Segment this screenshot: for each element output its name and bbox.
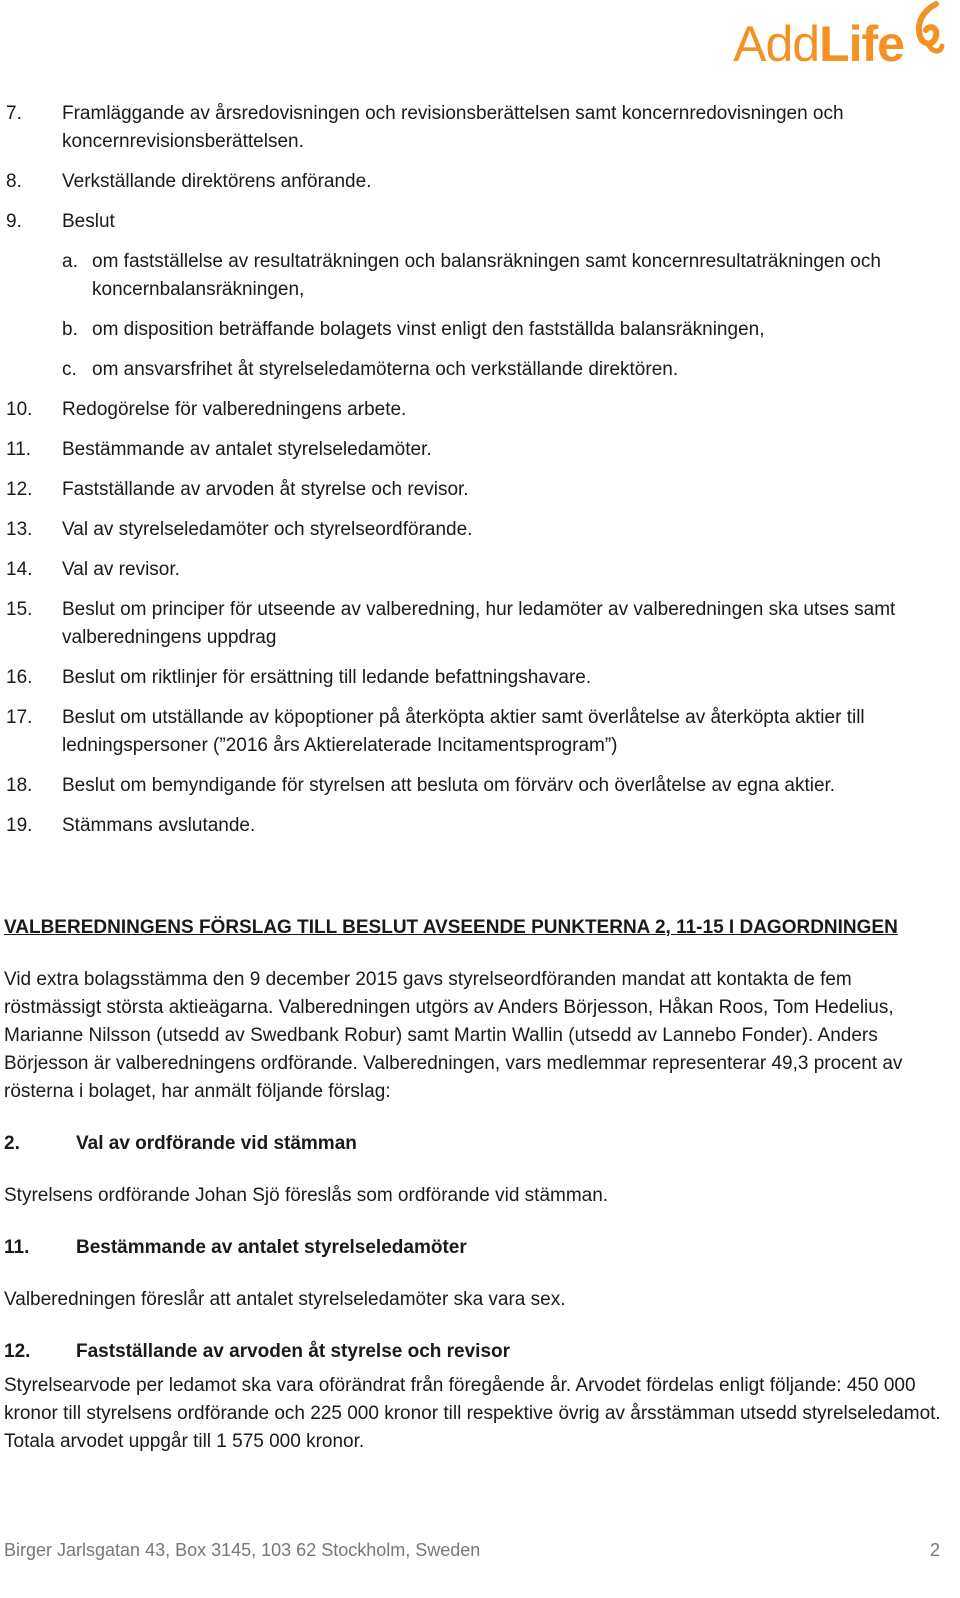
proposal-heading: VALBEREDNINGENS FÖRSLAG TILL BESLUT AVSEENDE PUNKTERNA 2, 11-15 I DAGORDNINGEN [4, 917, 898, 938]
agenda-text: om disposition beträffande bolagets vinst enligt den fastställda balansräkningen, [92, 319, 765, 340]
agenda-text: Redogörelse för valberedningens arbete. [62, 399, 407, 420]
agenda-text: om ansvarsfrihet åt styrelseledamöterna och verkställande direktören. [92, 359, 679, 380]
agenda-list [6, 100, 946, 852]
page-footer [4, 1540, 940, 1561]
agenda-number: 13. [6, 519, 33, 540]
section-number: 12. [4, 1341, 31, 1362]
agenda-number: 10. [6, 399, 33, 420]
logo-wordmark [733, 16, 904, 72]
agenda-text: Beslut om riktlinjer för ersättning till ledande befattningshavare. [62, 667, 592, 688]
agenda-text: Val av revisor. [62, 559, 180, 580]
section-2-text: Styrelsens ordförande Johan Sjö föreslås som ordförande vid stämman. [4, 1185, 609, 1206]
section-number: 2. [4, 1133, 20, 1154]
page-number: 2 [929, 1540, 940, 1560]
agenda-item-7 [6, 100, 946, 156]
agenda-number: 14. [6, 559, 33, 580]
section-number: 11. [4, 1237, 30, 1258]
agenda-number: 17. [6, 707, 33, 728]
agenda-text: om fastställelse av resultaträkningen och balansräkningen samt koncernresultaträkningen och koncernbalansräkningen, [92, 251, 881, 300]
agenda-number: 9. [6, 211, 22, 232]
agenda-letter: a. [62, 251, 78, 272]
agenda-text: Beslut [62, 211, 115, 232]
agenda-subitem-c [62, 356, 946, 384]
agenda-text: Verkställande direktörens anförande. [62, 171, 372, 192]
section-12-text: Styrelsearvode per ledamot ska vara oförändrat från föregående år. Arvodet fördelas enligt följande: 450 000 kronor till styrelsens ordförande och 225 000 kronor till respektive övrig av årsstämman utsedd styrelseledamot. Totala arvodet uppgår till 1 575 000 kronor. [4, 1375, 941, 1452]
agenda-item-12 [6, 476, 946, 504]
agenda-text: Fastställande av arvoden åt styrelse och revisor. [62, 479, 469, 500]
agenda-item-8 [6, 168, 946, 196]
agenda-item-13 [6, 516, 946, 544]
agenda-text: Beslut om utställande av köpoptioner på återköpta aktier samt överlåtelse av återköpta aktier till ledningspersoner (”2016 års Aktierelaterade Incitamentsprogram”) [62, 707, 865, 756]
agenda-number: 16. [6, 667, 33, 688]
agenda-item-11 [6, 436, 946, 464]
proposal-section [4, 914, 944, 1480]
agenda-number: 18. [6, 775, 33, 796]
agenda-letter: b. [62, 319, 78, 340]
agenda-letter: c. [62, 359, 77, 380]
agenda-text: Stämmans avslutande. [62, 815, 256, 836]
section-title: Bestämmande av antalet styrelseledamöter [76, 1237, 467, 1258]
agenda-text: Beslut om principer för utseende av valberedning, hur ledamöter av valberedningen ska utses samt valberedningens uppdrag [62, 599, 896, 648]
footer-address: Birger Jarlsgatan 43, Box 3145, 103 62 Stockholm, Sweden [4, 1540, 481, 1560]
agenda-item-10 [6, 396, 946, 424]
agenda-text: Bestämmande av antalet styrelseledamöter. [62, 439, 432, 460]
agenda-number: 11. [6, 439, 32, 460]
section-2-heading [4, 1130, 944, 1158]
agenda-subitem-b [62, 316, 946, 344]
logo-text-regular: Add [733, 16, 820, 72]
agenda-item-15 [6, 596, 946, 652]
addlife-swirl-icon [906, 0, 946, 66]
agenda-item-18 [6, 772, 946, 800]
agenda-item-14 [6, 556, 946, 584]
agenda-subitem-a [62, 248, 946, 304]
section-title: Fastställande av arvoden åt styrelse och revisor [76, 1341, 511, 1362]
agenda-item-9 [6, 208, 946, 236]
proposal-intro: Vid extra bolagsstämma den 9 december 2015 gavs styrelseordföranden mandat att kontakta de fem röstmässigt största aktieägarna. Valberedningen utgörs av Anders Börjesson, Håkan Roos, Tom Hedelius, Marianne Nilsson (utsedd av Swedbank Robur) samt Martin Wallin (utsedd av Lannebo Fonder). Anders Börjesson är valberedningens ordförande. Valberedningen, vars medlemmar representerar 49,3 procent av rösterna i bolaget, har anmält följande förslag: [4, 969, 903, 1102]
section-11-heading [4, 1234, 944, 1262]
addlife-logo [733, 2, 946, 72]
agenda-number: 8. [6, 171, 22, 192]
section-12-heading [4, 1338, 944, 1366]
agenda-item-19 [6, 812, 946, 840]
section-11-text: Valberedningen föreslår att antalet styrelseledamöter ska vara sex. [4, 1289, 566, 1310]
agenda-number: 7. [6, 103, 22, 124]
agenda-text: Beslut om bemyndigande för styrelsen att besluta om förvärv och överlåtelse av egna aktier. [62, 775, 836, 796]
section-title: Val av ordförande vid stämman [76, 1133, 357, 1154]
agenda-text: Framläggande av årsredovisningen och revisionsberättelsen samt koncernredovisningen och koncernrevisionsberättelsen. [62, 103, 844, 152]
agenda-text: Val av styrelseledamöter och styrelseordförande. [62, 519, 473, 540]
agenda-number: 19. [6, 815, 33, 836]
agenda-number: 12. [6, 479, 33, 500]
agenda-item-17 [6, 704, 946, 760]
agenda-item-16 [6, 664, 946, 692]
agenda-number: 15. [6, 599, 33, 620]
logo-text-bold: Life [819, 16, 904, 72]
